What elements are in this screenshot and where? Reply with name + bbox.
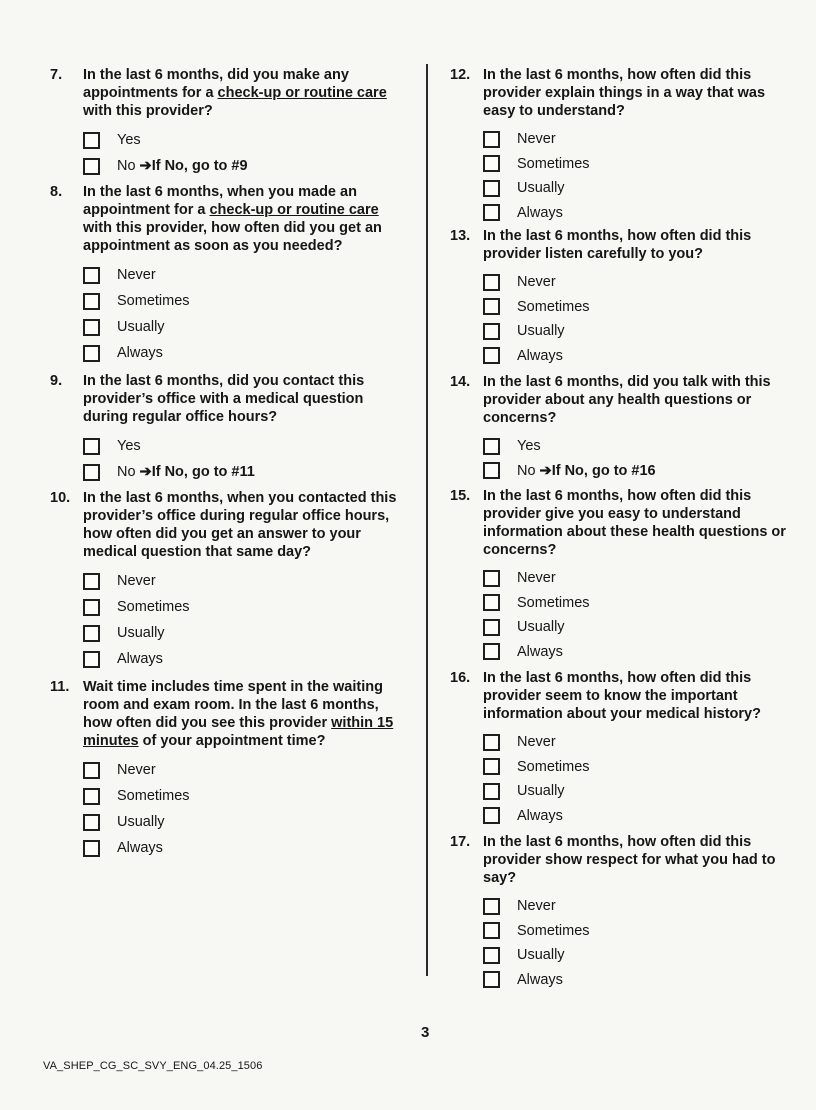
question-number: 11.: [50, 679, 70, 695]
question-7: [50, 66, 400, 179]
question-number: 12.: [450, 67, 471, 83]
option-label: Always: [117, 840, 163, 856]
checkbox[interactable]: [483, 922, 500, 939]
option-label: Always: [517, 643, 563, 660]
skip-arrow-icon: ➔: [139, 464, 152, 480]
skip-instruction: If No, go to #9: [151, 158, 248, 174]
form-code-footer: VA_SHEP_CG_SC_SVY_ENG_04.25_1506: [43, 1060, 263, 1072]
option-label: Never: [517, 898, 556, 915]
question-text-part: In the last 6 months, when you contacted this provider’s office during regular office hours, how often did you get an answer to your medical question that same day?: [83, 490, 397, 560]
option-label: Never: [117, 762, 156, 778]
question-text-part: In the last 6 months, how often did this provider seem to know the important information about your medical history?: [483, 670, 761, 722]
question-number: 9.: [50, 373, 63, 389]
option-always[interactable]: [483, 640, 795, 665]
option-no[interactable]: [483, 459, 795, 484]
option-usually[interactable]: [83, 809, 400, 835]
option-label: Always: [517, 807, 563, 824]
checkbox[interactable]: [83, 840, 100, 857]
checkbox[interactable]: [483, 131, 500, 148]
right-column: [450, 66, 795, 992]
option-label: Never: [517, 570, 556, 587]
question-text: [83, 372, 400, 426]
underlined-phrase: within 15 minutes: [83, 715, 394, 749]
page-number: 3: [421, 1024, 430, 1041]
option-label: No: [517, 462, 536, 479]
option-yes[interactable]: [483, 434, 795, 459]
question-text: [483, 487, 795, 559]
checkbox[interactable]: [483, 619, 500, 636]
checkbox[interactable]: [483, 438, 500, 455]
option-usually[interactable]: [83, 314, 400, 340]
option-usually[interactable]: [83, 620, 400, 646]
option-label: Usually: [517, 323, 565, 340]
answer-options: [483, 127, 795, 225]
option-usually[interactable]: [483, 319, 795, 344]
question-9: [50, 372, 400, 485]
answer-options: [483, 566, 795, 664]
skip-arrow-icon: ➔: [539, 462, 552, 479]
checkbox[interactable]: [83, 293, 100, 310]
question-text: [83, 183, 400, 255]
question-text-part: Wait time includes time spent in the waiting room and exam room. In the last 6 months, how often did you see this provider: [83, 679, 383, 731]
checkbox[interactable]: [483, 180, 500, 197]
checkbox[interactable]: [83, 599, 100, 616]
question-text-part: In the last 6 months, how often did this provider show respect for what you had to say?: [483, 834, 776, 886]
question-text-part: In the last 6 months, how often did this provider listen carefully to you?: [483, 228, 752, 262]
option-always[interactable]: [483, 968, 795, 993]
question-13: [450, 227, 795, 368]
option-usually[interactable]: [483, 176, 795, 201]
option-label: Usually: [117, 814, 165, 830]
checkbox[interactable]: [83, 345, 100, 362]
checkbox[interactable]: [483, 594, 500, 611]
question-text: [483, 227, 795, 263]
question-number: 7.: [50, 67, 63, 83]
option-sometimes[interactable]: [483, 591, 795, 616]
option-yes[interactable]: [83, 433, 400, 459]
left-column: [50, 66, 400, 861]
question-text-part: with this provider, how often did you get an appointment as soon as you needed?: [83, 220, 382, 254]
checkbox[interactable]: [483, 274, 500, 291]
checkbox[interactable]: [83, 651, 100, 668]
option-label: Always: [117, 651, 163, 667]
checkbox[interactable]: [83, 319, 100, 336]
checkbox[interactable]: [483, 204, 500, 221]
question-8: [50, 183, 400, 366]
answer-options: [83, 757, 400, 861]
question-text-part: with this provider?: [83, 103, 213, 119]
option-label: Always: [117, 345, 163, 361]
question-text-part: of your appointment time?: [138, 733, 326, 749]
checkbox[interactable]: [483, 971, 500, 988]
question-17: [450, 833, 795, 992]
checkbox[interactable]: [483, 155, 500, 172]
answer-options: [83, 127, 400, 179]
question-12: [450, 66, 795, 225]
checkbox[interactable]: [483, 323, 500, 340]
option-label: Sometimes: [517, 298, 590, 315]
option-never[interactable]: [83, 262, 400, 288]
question-number: 14.: [450, 374, 471, 390]
question-14: [450, 373, 795, 483]
option-label: Sometimes: [517, 155, 590, 172]
question-text-part: In the last 6 months, how often did this provider give you easy to understand information about these health questions or concerns?: [483, 488, 786, 558]
checkbox[interactable]: [483, 898, 500, 915]
question-text: [483, 833, 795, 887]
answer-options: [83, 262, 400, 366]
checkbox[interactable]: [483, 783, 500, 800]
option-always[interactable]: [483, 201, 795, 226]
option-always[interactable]: [83, 835, 400, 861]
option-sometimes[interactable]: [83, 783, 400, 809]
question-text-part: In the last 6 months, did you contact this provider’s office with a medical question during regular office hours?: [83, 373, 365, 425]
question-15: [450, 487, 795, 664]
checkbox[interactable]: [483, 298, 500, 315]
question-number: 13.: [450, 228, 471, 244]
option-label: Sometimes: [117, 599, 190, 615]
option-no[interactable]: [83, 153, 400, 179]
question-text-part: In the last 6 months, when you made an appointment for a: [83, 184, 357, 218]
option-label: Usually: [517, 619, 565, 636]
question-text: [83, 66, 400, 120]
question-text: [483, 66, 795, 120]
option-label: Never: [117, 573, 156, 589]
question-11: [50, 678, 400, 861]
question-10: [50, 489, 400, 672]
option-never[interactable]: [483, 894, 795, 919]
option-label: Never: [117, 267, 156, 283]
option-label: Never: [517, 131, 556, 148]
question-number: 15.: [450, 488, 471, 504]
question-text: [483, 373, 795, 427]
option-sometimes[interactable]: [483, 755, 795, 780]
checkbox[interactable]: [83, 132, 100, 149]
checkbox[interactable]: [83, 438, 100, 455]
option-label: Sometimes: [117, 788, 190, 804]
option-never[interactable]: [483, 127, 795, 152]
option-label: Always: [517, 204, 563, 221]
option-usually[interactable]: [483, 779, 795, 804]
option-always[interactable]: [483, 344, 795, 369]
option-label: Usually: [517, 783, 565, 800]
question-text: [83, 489, 400, 561]
option-yes[interactable]: [83, 127, 400, 153]
option-label: Usually: [517, 180, 565, 197]
checkbox[interactable]: [483, 807, 500, 824]
question-16: [450, 669, 795, 828]
answer-options: [483, 730, 795, 828]
skip-arrow-icon: ➔: [139, 158, 152, 174]
option-sometimes[interactable]: [483, 295, 795, 320]
option-label: Usually: [517, 947, 565, 964]
answer-options: [83, 568, 400, 672]
option-sometimes[interactable]: [483, 152, 795, 177]
option-label: Yes: [117, 132, 141, 148]
question-number: 17.: [450, 834, 471, 850]
question-text: [483, 669, 795, 723]
option-sometimes[interactable]: [483, 919, 795, 944]
skip-instruction: If No, go to #16: [551, 462, 656, 479]
option-label: No: [117, 158, 136, 174]
question-text-part: In the last 6 months, did you make any appointments for a: [83, 67, 349, 101]
question-number: 10.: [50, 490, 71, 506]
option-no[interactable]: [83, 459, 400, 485]
option-sometimes[interactable]: [83, 594, 400, 620]
question-text-part: In the last 6 months, how often did this provider explain things in a way that was easy to understand?: [483, 67, 766, 119]
answer-options: [483, 894, 795, 992]
option-label: Never: [517, 274, 556, 291]
option-label: Usually: [117, 319, 165, 335]
checkbox[interactable]: [83, 625, 100, 642]
option-label: Sometimes: [517, 922, 590, 939]
option-label: Always: [517, 347, 563, 364]
option-never[interactable]: [483, 730, 795, 755]
option-never[interactable]: [483, 270, 795, 295]
checkbox[interactable]: [83, 158, 100, 175]
underlined-phrase: check-up or routine care: [217, 85, 387, 101]
option-never[interactable]: [83, 757, 400, 783]
option-label: No: [117, 464, 136, 480]
option-never[interactable]: [83, 568, 400, 594]
option-usually[interactable]: [483, 615, 795, 640]
option-never[interactable]: [483, 566, 795, 591]
checkbox[interactable]: [483, 643, 500, 660]
answer-options: [483, 270, 795, 368]
option-label: Usually: [117, 625, 165, 641]
option-label: Yes: [517, 438, 541, 455]
option-always[interactable]: [83, 340, 400, 366]
question-number: 16.: [450, 670, 471, 686]
question-number: 8.: [50, 184, 63, 200]
answer-options: [83, 433, 400, 485]
option-usually[interactable]: [483, 943, 795, 968]
option-label: Sometimes: [517, 594, 590, 611]
checkbox[interactable]: [83, 267, 100, 284]
option-label: Always: [517, 971, 563, 988]
option-label: Yes: [117, 438, 141, 454]
checkbox[interactable]: [483, 570, 500, 587]
column-divider: [426, 64, 428, 976]
checkbox[interactable]: [483, 734, 500, 751]
checkbox[interactable]: [83, 464, 100, 481]
checkbox[interactable]: [83, 762, 100, 779]
option-label: Sometimes: [517, 758, 590, 775]
checkbox[interactable]: [483, 347, 500, 364]
checkbox[interactable]: [83, 788, 100, 805]
question-text-part: In the last 6 months, did you talk with this provider about any health questions or concerns?: [483, 374, 771, 426]
checkbox[interactable]: [483, 947, 500, 964]
option-sometimes[interactable]: [83, 288, 400, 314]
checkbox[interactable]: [483, 462, 500, 479]
checkbox[interactable]: [483, 758, 500, 775]
skip-instruction: If No, go to #11: [151, 464, 255, 480]
question-text: [83, 678, 400, 750]
option-label: Sometimes: [117, 293, 190, 309]
underlined-phrase: check-up or routine care: [209, 202, 379, 218]
checkbox[interactable]: [83, 573, 100, 590]
option-always[interactable]: [483, 804, 795, 829]
checkbox[interactable]: [83, 814, 100, 831]
option-label: Never: [517, 734, 556, 751]
answer-options: [483, 434, 795, 483]
option-always[interactable]: [83, 646, 400, 672]
